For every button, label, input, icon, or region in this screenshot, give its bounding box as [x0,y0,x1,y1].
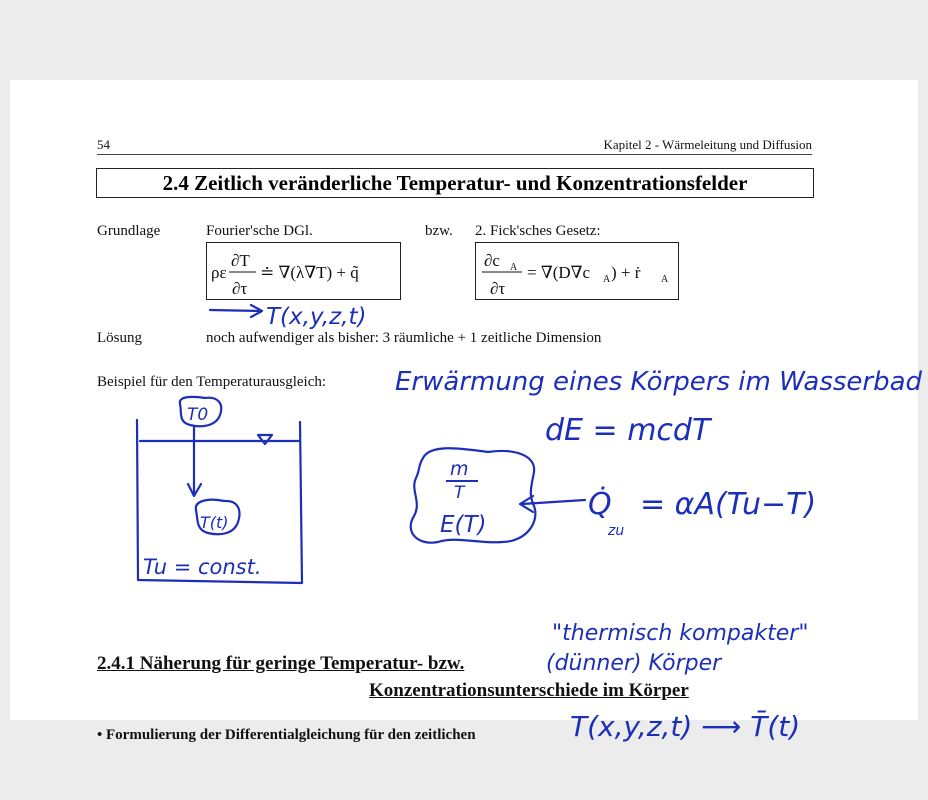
eq2-rhs-end: ) + ṙ [611,263,641,282]
blob-temp-label: T [454,483,465,503]
solution-label: Lösung [97,330,142,346]
fourier-label: Fourier'sche DGl. [206,223,313,239]
compact-quote-line2: (dünner) Körper [546,651,722,676]
section-title: 2.4 Zeitlich veränderliche Temperatur- und Konzentrationsfelder [96,168,814,198]
handwritten-arrow-note [210,304,366,330]
eq1-denominator: ∂τ [232,279,248,298]
energy-equation: dE = mcdT [545,413,711,448]
eq2-numerator-sub: A [510,262,518,273]
tank-t0-label: T0 [187,405,209,425]
bullet-text: • Formulierung der Differentialgleichung für den zeitlichen [97,727,476,743]
eq2-denominator: ∂τ [490,279,506,298]
solution-text: noch aufwendiger als bisher: 3 räumliche + 1 zeitliche Dimension [206,330,602,346]
compact-quote-line1: "thermisch kompakter" [552,621,809,646]
blob-energy-label: E(T) [440,512,487,538]
water-tank-sketch [137,397,302,583]
fick-equation [482,251,669,298]
arrow-note-text: T(x,y,z,t) [266,304,367,330]
eq1-prefix: ρε [211,263,227,282]
heat-flow-symbol: Q̇ [588,487,612,522]
fick-label: 2. Fick'sches Gesetz: [475,223,601,239]
eq1-numerator: ∂T [231,251,250,270]
heat-flow-rhs: = αA(Tu−T) [640,487,817,522]
handwritten-heading: Erwärmung eines Körpers im Wasserbad [395,367,923,397]
tank-tu-label: Tu = const. [143,555,262,579]
or-label: bzw. [425,223,453,239]
chapter-header: Kapitel 2 - Wärmeleitung und Diffusion [603,137,812,152]
eq2-rhs-end-sub: A [661,274,669,285]
mapping-equation: T(x,y,z,t) ⟶ T̄(t) [570,710,801,743]
arrow-line [210,310,260,311]
page-number: 54 [97,137,110,152]
document-page [10,80,923,743]
subsection-title-line2: Konzentrationsunterschiede im Körper [369,680,689,701]
subsection-title-line1: 2.4.1 Näherung für geringe Temperatur- bzw. [97,653,465,674]
blob-mass-label: m [450,458,469,480]
body-heat-flow-sketch [411,448,816,542]
eq2-rhs-sub: A [603,274,611,285]
eq2-rhs: = ∇(D∇c [527,263,591,282]
tank-tt-label: T(t) [200,513,229,532]
eq2-numerator: ∂c [484,251,500,270]
basis-label: Grundlage [97,223,161,239]
water-level-icon [258,435,272,444]
fourier-equation [211,251,359,298]
heat-flow-subscript: zu [608,523,625,539]
example-label: Beispiel für den Temperaturausgleich: [97,374,327,390]
eq1-rhs: ≐ ∇(λ∇T) + q̃ [260,263,359,282]
